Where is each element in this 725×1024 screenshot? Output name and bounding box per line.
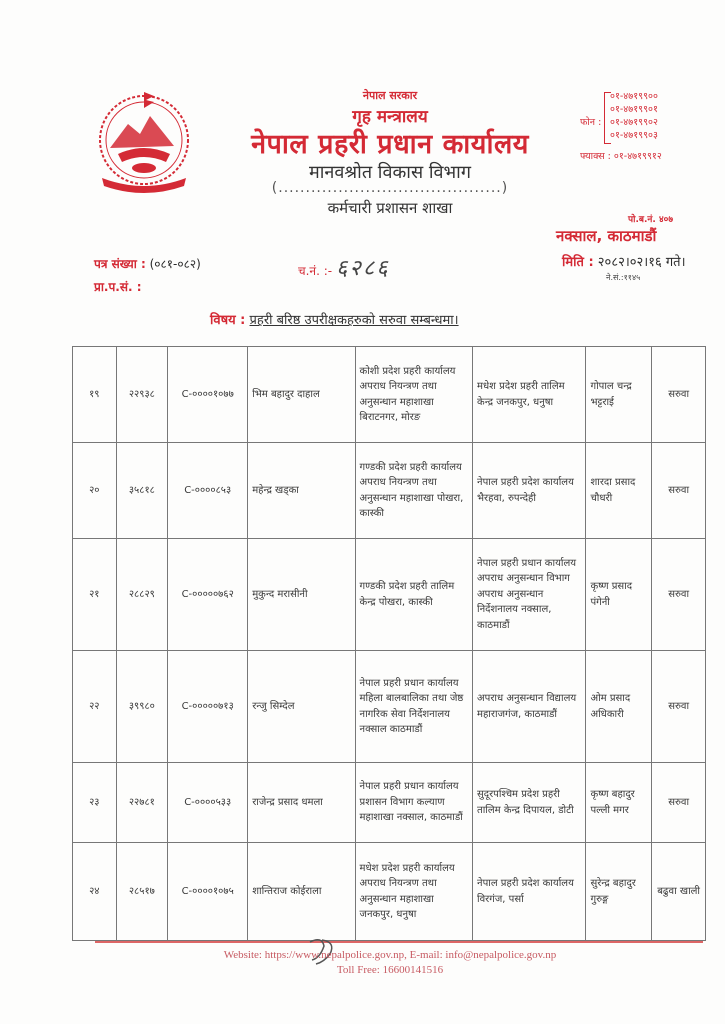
phone-number: ०१-४७१९९०२: [610, 117, 658, 128]
phone-number: ०१-४७१९९००: [610, 91, 658, 102]
footer-toll-free: Toll Free: 16600141516: [336, 964, 444, 976]
current-office: नेपाल प्रहरी प्रधान कार्यालय महिला बालबालिका तथा जेष्ठ नागरिक सेवा निर्देशनालय नक्साल काठमाडौं: [355, 651, 472, 763]
letter-number-value: (०८१-०८२): [149, 257, 201, 271]
officer-name: शान्तिराज कोईराला: [248, 843, 355, 941]
current-office: गण्डकी प्रदेश प्रहरी कार्यालय अपराध नियन्त्रण तथा अनुसन्धान महाशाखा पोखरा, कास्की: [355, 443, 472, 539]
id-code: C-००००१०७५: [168, 843, 248, 941]
new-office: सुदूरपश्चिम प्रदेश प्रहरी तालिम केन्द्र दिपायल, डोटी: [473, 763, 586, 843]
rank-number: ३५८१८: [116, 443, 168, 539]
id-code: C-००००१०७७: [168, 347, 248, 443]
new-office: मधेश प्रदेश प्रहरी तालिम केन्द्र जनकपुर, धनुषा: [473, 347, 586, 443]
remarks: सरुवा: [652, 539, 706, 651]
row-serial: २१: [73, 539, 117, 651]
remarks: सरुवा: [652, 443, 706, 539]
fax-label: फ्याक्स :: [580, 151, 611, 162]
government-title: नेपाल सरकार: [362, 89, 418, 102]
current-office: कोशी प्रदेश प्रहरी कार्यालय अपराध नियन्त्रण तथा अनुसन्धान महाशाखा बिराटनगर, मोरङ: [355, 347, 472, 443]
branch-title: कर्मचारी प्रशासन शाखा: [327, 199, 453, 217]
row-serial: २४: [73, 843, 117, 941]
po-box: पो.ब.नं. ४०७: [628, 215, 674, 225]
fax-number: ०१-४७१९९१२: [613, 151, 662, 162]
address: नक्साल, काठमाडौं: [556, 227, 657, 245]
row-serial: २२: [73, 651, 117, 763]
row-serial: १९: [73, 347, 117, 443]
phone-number: ०१-४७१९९०३: [610, 130, 658, 141]
phone-label: फोन :: [580, 117, 602, 128]
nepal-sambat-date: ने.सं.:११४५: [606, 273, 641, 282]
ministry-title: गृह मन्त्रालय: [352, 107, 428, 127]
dotted-line: (.........................................): [271, 180, 509, 196]
officer-name: राजेन्द्र प्रसाद धमला: [248, 763, 355, 843]
table-row: [73, 843, 706, 941]
remarks: सरुवा: [652, 651, 706, 763]
date-line: [562, 252, 686, 270]
new-office: नेपाल प्रहरी प्रदेश कार्यालय विरगंज, पर्सा: [473, 843, 586, 941]
current-office: नेपाल प्रहरी प्रधान कार्यालय प्रशासन विभाग कल्याण महाशाखा नक्साल, काठमाडौं: [355, 763, 472, 843]
replacement-officer: ओम प्रसाद अधिकारी: [586, 651, 652, 763]
row-serial: २०: [73, 443, 117, 539]
replacement-officer: कृष्ण प्रसाद पंगेनी: [586, 539, 652, 651]
table-row: [73, 763, 706, 843]
officer-name: मुकुन्द मरासीनी: [248, 539, 355, 651]
letter-number-label: पत्र संख्या :: [94, 257, 146, 271]
officer-name: भिम बहादुर दाहाल: [248, 347, 355, 443]
table-row: [73, 539, 706, 651]
subject-label: विषय :: [210, 313, 246, 328]
dispatch-number-value: ६२८६: [335, 256, 390, 281]
department-title: मानवश्रोत विकास विभाग: [309, 162, 471, 183]
remarks: सरुवा: [652, 763, 706, 843]
subject-value: प्रहरी बरिष्ठ उपरीक्षकहरुको सरुवा सम्बन्धमा।: [249, 313, 459, 328]
table-row: [73, 443, 706, 539]
footer-rule: [95, 941, 703, 943]
office-title: नेपाल प्रहरी प्रधान कार्यालय: [251, 129, 529, 160]
id-code: C-०००००७१३: [168, 651, 248, 763]
remarks: सरुवा: [652, 347, 706, 443]
id-code: C-०००००७६२: [168, 539, 248, 651]
subject-line: [210, 310, 459, 328]
rank-number: २८५१७: [116, 843, 168, 941]
new-office: अपराध अनुसन्धान विद्यालय महाराजगंज, काठमाडौं: [473, 651, 586, 763]
rank-number: ३९९८०: [116, 651, 168, 763]
prapasa-label: प्रा.प.सं. :: [94, 280, 142, 294]
footer-contact: Website: https://www.nepalpolice.gov.np, E-mail: info@nepalpolice.gov.np: [223, 949, 557, 961]
nepal-emblem-logo: [88, 82, 200, 200]
replacement-officer: कृष्ण बहादुर पल्ली मगर: [586, 763, 652, 843]
replacement-officer: शारदा प्रसाद चौधरी: [586, 443, 652, 539]
letter-number: [94, 255, 201, 272]
remarks: बढुवा खाली: [652, 843, 706, 941]
current-office: गण्डकी प्रदेश प्रहरी तालिम केन्द्र पोखरा, कास्की: [355, 539, 472, 651]
phone-number: ०१-४७१९९०१: [610, 104, 658, 115]
officer-name: महेन्द्र खड्का: [248, 443, 355, 539]
id-code: C-००००५३३: [168, 763, 248, 843]
replacement-officer: गोपाल चन्द्र भट्टराई: [586, 347, 652, 443]
rank-number: २२७८१: [116, 763, 168, 843]
current-office: मधेश प्रदेश प्रहरी कार्यालय अपराध नियन्त्रण तथा अनुसन्धान महाशाखा जनकपुर, धनुषा: [355, 843, 472, 941]
table-row: [73, 651, 706, 763]
date-label: मिति :: [562, 255, 594, 270]
phone-list: [610, 90, 658, 142]
rank-number: २८८२९: [116, 539, 168, 651]
dispatch-number-label: च.नं. :-: [298, 264, 333, 278]
replacement-officer: सुरेन्द्र बहादुर गुरुङ्ग: [586, 843, 652, 941]
officer-name: रन्जु सिम्देल: [248, 651, 355, 763]
id-code: C-००००८५३: [168, 443, 248, 539]
date-value: २०८२।०२।१६ गते।: [597, 255, 686, 270]
rank-number: २२९३८: [116, 347, 168, 443]
transfer-table: [72, 346, 706, 941]
row-serial: २३: [73, 763, 117, 843]
new-office: नेपाल प्रहरी प्रधान कार्यालय अपराध अनुसन्धान विभाग अपराध अनुसन्धान निर्देशनालय नक्साल, काठमाडौं: [473, 539, 586, 651]
fax-line: [580, 149, 662, 162]
new-office: नेपाल प्रहरी प्रदेश कार्यालय भैरहवा, रुपन्देही: [473, 443, 586, 539]
table-row: [73, 347, 706, 443]
dispatch-number: [298, 252, 390, 282]
